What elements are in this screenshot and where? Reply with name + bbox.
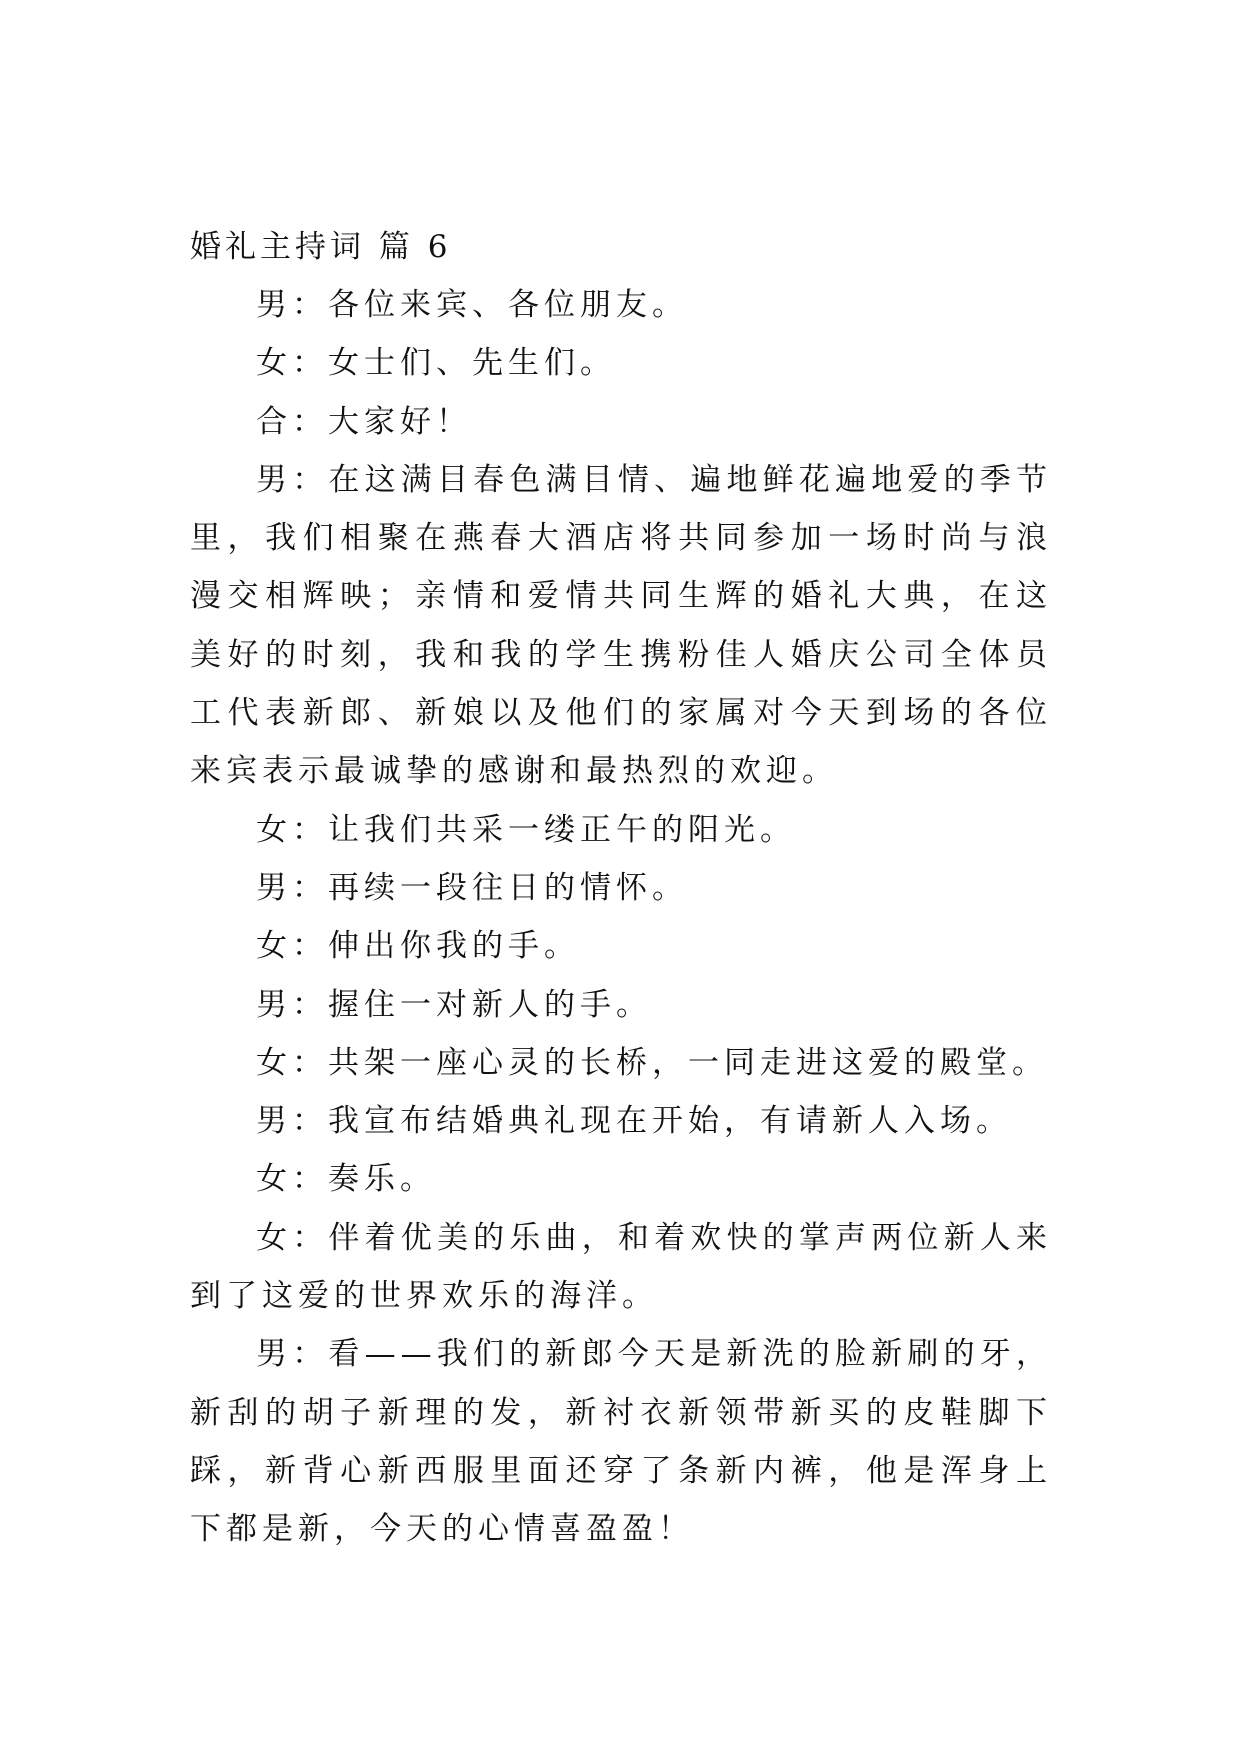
paragraph: 男：再续一段往日的情怀。: [256, 869, 688, 906]
paragraph: 男：各位来宾、各位朋友。: [256, 287, 688, 323]
paragraph: 女：让我们共采一缕正午的阳光。: [256, 811, 796, 848]
paragraph: 女：伴着优美的乐曲，和着欢快的掌声两位新人来到了这爱的世界欢乐的海洋。: [190, 1219, 1052, 1315]
paragraph: 合：大家好！: [256, 403, 472, 440]
paragraph: 女：共架一座心灵的长桥，一同走进这爱的殿堂。: [256, 1044, 1048, 1081]
paragraph: 男：看——我们的新郎今天是新洗的脸新刷的牙，新刮的胡子新理的发，新衬衣新领带新买的皮鞋脚下踩，新背心新西服里面还穿了条新内裤，他是浑身上下都是新，今天的心情喜盈盈！: [190, 1336, 1052, 1548]
document-title: 婚礼主持词 篇 6: [190, 229, 452, 265]
paragraph: 男：在这满目春色满目情、遍地鲜花遍地爱的季节里，我们相聚在燕春大酒店将共同参加一场时尚与浪漫交相辉映；亲情和爱情共同生辉的婚礼大典，在这美好的时刻，我和我的学生携粉佳人婚庆公司全体员工代表新郎、新娘以及他们的家属对今天到场的各位来宾表示最诚挚的感谢和最热烈的欢迎。: [190, 461, 1052, 790]
document-page: [190, 218, 1052, 1559]
paragraph: 女：女士们、先生们。: [256, 345, 616, 382]
paragraph: 男：我宣布结婚典礼现在开始，有请新人入场。: [256, 1103, 1012, 1140]
paragraph: 男：握住一对新人的手。: [256, 986, 652, 1023]
paragraph: 女：奏乐。: [256, 1161, 436, 1198]
paragraph: 女：伸出你我的手。: [256, 928, 580, 965]
